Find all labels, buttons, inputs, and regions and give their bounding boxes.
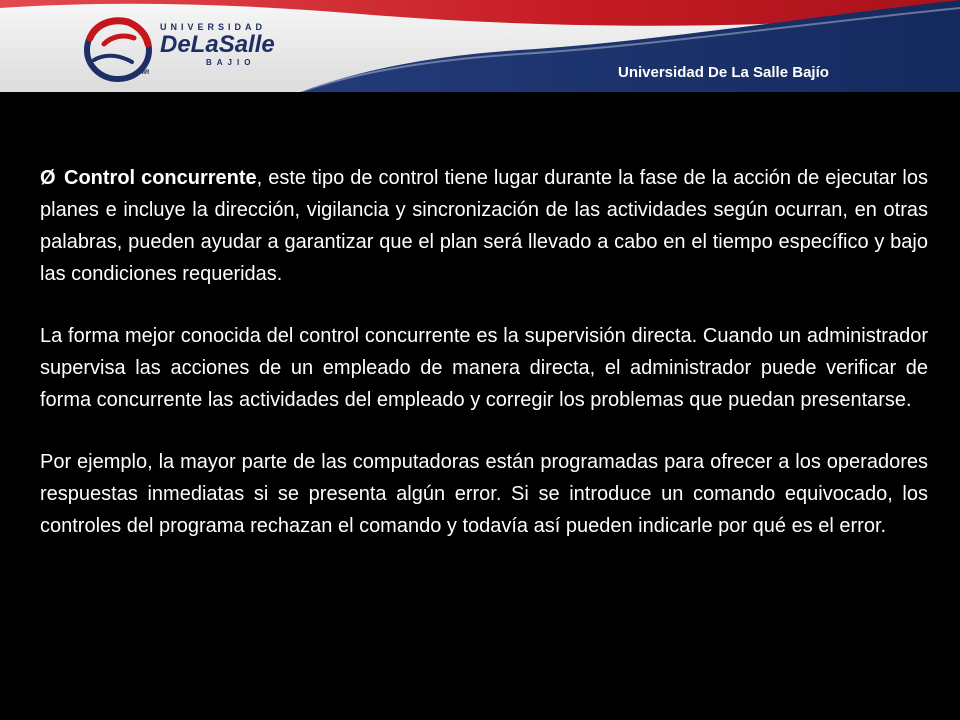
logo-registered-mark: MR [140, 70, 150, 76]
slide-content [40, 162, 928, 542]
header-title: Universidad De La Salle Bajío [618, 64, 829, 81]
paragraph-text: , este tipo de control tiene lugar durante la fase de la acción de ejecutar los planes e incluye la dirección, vigilancia y sincronización de las actividades según ocurran, en otras palabras, pueden ayudar a garantizar que el plan será llevado a cabo en el tiempo específico y bajo las condiciones requeridas. [40, 167, 928, 285]
bullet-symbol: Ø [40, 167, 56, 189]
logo-wordmark [160, 22, 275, 67]
paragraph-supervision-directa: La forma mejor conocida del control concurrente es la supervisión directa. Cuando un administrador supervisa las acciones de un empleado de manera directa, el administrador puede verificar de forma concurrente las actividades del empleado y corregir los problemas que puedan presentarse. [40, 325, 928, 411]
logo-line-bajio: BAJIO [206, 58, 256, 67]
paragraph-ejemplo-computadoras: Por ejemplo, la mayor parte de las computadoras están programadas para ofrecer a los operadores respuestas inmediatas si se presenta algún error. Si se introduce un comando equivocado, los controles del programa rechazan el comando y todavía así pueden indicarle por qué es el error. [40, 451, 928, 537]
logo-line-delasalle: DeLaSalle [160, 31, 275, 58]
paragraph-term: Control concurrente [64, 167, 257, 189]
university-logo [82, 14, 312, 84]
logo-line-university: UNIVERSIDAD [160, 22, 267, 32]
header-banner [0, 0, 960, 92]
paragraph-control-concurrente [40, 162, 928, 290]
